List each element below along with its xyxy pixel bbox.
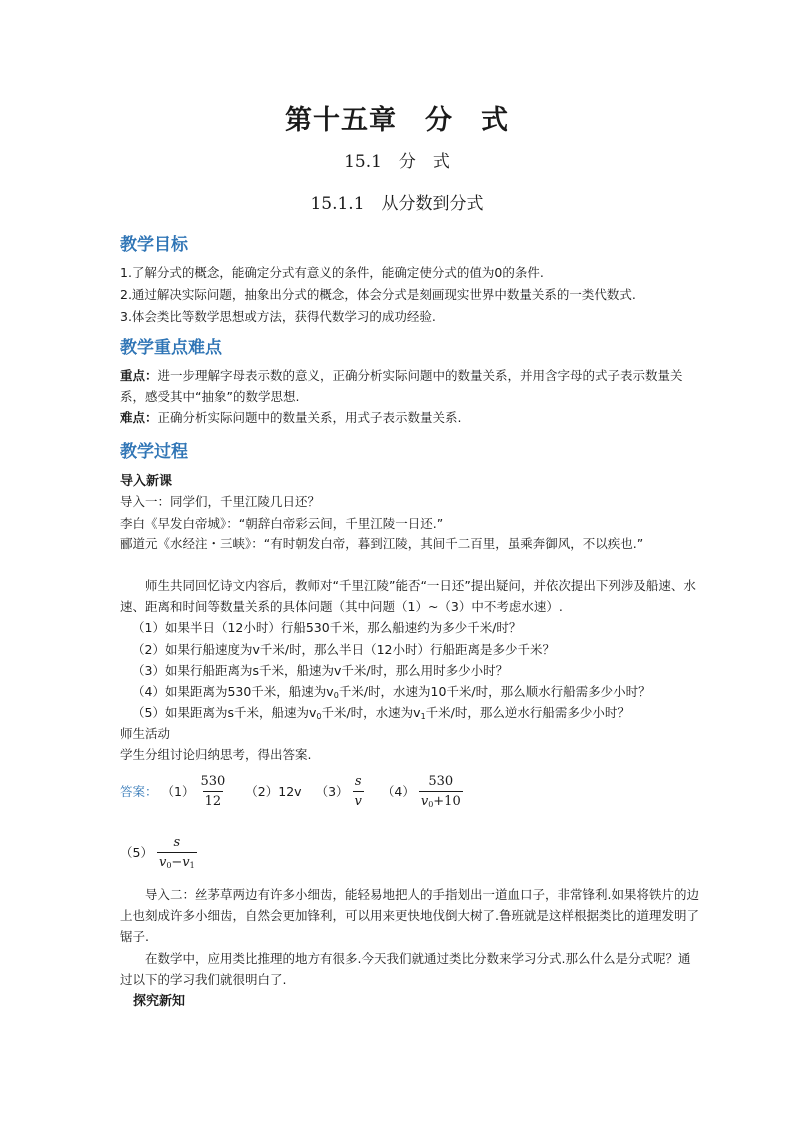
goal-item: 3.体会类比等数学思想或方法，获得代数学习的成功经验.: [120, 309, 436, 324]
intro2: 导入二：丝茅草两边有许多小细齿，能轻易地把人的手指划出一道血口子，非常锋利.如果将铁片的边上也刻成许多小细齿，自然会更加锋利，可以用来更快地伐倒大树了.鲁班就是这样根据类比的道理发明了锯子.: [120, 887, 699, 944]
subsection-title: 15.1.1 从分数到分式: [310, 194, 484, 214]
question-1: （1）如果半日（12小时）行船530千米，那么船速约为多少千米/时？: [132, 620, 522, 635]
answers-row: [120, 771, 463, 811]
question-2: （2）如果行船速度为v千米/时，那么半日（12小时）行船距离是多少千米？: [132, 642, 555, 657]
goal-item: 2.通过解决实际问题，抽象出分式的概念，体会分式是刻画现实世界中数量关系的一类代数式.: [120, 287, 636, 302]
answer-3-fraction: $\frac{s}{v}$: [354, 773, 362, 809]
chapter-title: 第十五章 分 式: [285, 105, 509, 136]
answer-2: （2）12v: [245, 784, 302, 799]
intro2-continued: 在数学中，应用类比推理的地方有很多.今天我们就通过类比分数来学习分式.那么什么是分式呢？通过以下的学习我们就很明白了.: [120, 951, 691, 987]
answer-4-fraction: $\frac{530}{v0+10}$: [420, 773, 461, 809]
activity-text: 学生分组讨论归纳思考，得出答案.: [120, 747, 312, 762]
answer-5-fraction: $\frac{s}{v0-v1}$: [158, 834, 195, 870]
difficulty-paragraph: [120, 407, 700, 428]
section-title: 15.1 分 式: [344, 152, 450, 172]
focus-label: 重点：: [120, 368, 158, 383]
question-5: （5）如果距离为s千米，船速为v0千米/时，水速为v1千米/时，那么逆水行船需多少小时？: [132, 705, 630, 721]
key-points-heading: 教学重点难点: [120, 338, 222, 358]
answer-label: 答案：: [120, 784, 158, 799]
goals-heading: 教学目标: [120, 235, 188, 255]
focus-text: 进一步理解字母表示数的意义，正确分析实际问题中的数量关系，并用含字母的式子表示数量关系，感受其中“抽象”的数学思想.: [120, 368, 683, 404]
intro1: 导入一：同学们，千里江陵几日还？: [120, 494, 321, 509]
poem-li-bai: 李白《早发白帝城》：“朝辞白帝彩云间，千里江陵一日还.”: [120, 516, 444, 531]
answer-3-label: （3）: [315, 784, 349, 799]
intro-heading: 导入新课: [120, 474, 173, 489]
focus-paragraph: [120, 365, 700, 407]
answer-4-label: （4）: [381, 784, 415, 799]
explore-heading: 探究新知: [133, 994, 186, 1009]
answer-1-fraction: $\frac{530}{12}$: [200, 773, 226, 809]
question-4: （4）如果距离为530千米，船速为v0千米/时，水速为10千米/时，那么顺水行船需多少小时？: [132, 684, 651, 700]
goal-item: 1.了解分式的概念，能确定分式有意义的条件，能确定使分式的值为0的条件.: [120, 265, 544, 280]
teacher-text: 师生共同回忆诗文内容后，教师对“千里江陵”能否“一日还”提出疑问，并依次提出下列涉及船速、水速、距离和时间等数量关系的具体问题（其中问题（1）~（3）中不考虑水速）.: [120, 578, 696, 614]
answer-5-row: [120, 832, 197, 872]
difficulty-label: 难点：: [120, 410, 158, 425]
question-3: （3）如果行船距离为s千米，船速为v千米/时，那么用时多少小时？: [132, 663, 509, 678]
answer-1-label: （1）: [161, 784, 195, 799]
process-heading: 教学过程: [120, 442, 188, 462]
activity-heading: 师生活动: [120, 726, 171, 741]
poem-li-daoyuan: 郦道元《水经注・三峡》：“有时朝发白帝，暮到江陵，其间千二百里，虽乘奔御风，不以疾也.”: [120, 536, 644, 551]
answer-5-label: （5）: [120, 845, 153, 860]
difficulty-text: 正确分析实际问题中的数量关系，用式子表示数量关系.: [157, 410, 462, 425]
